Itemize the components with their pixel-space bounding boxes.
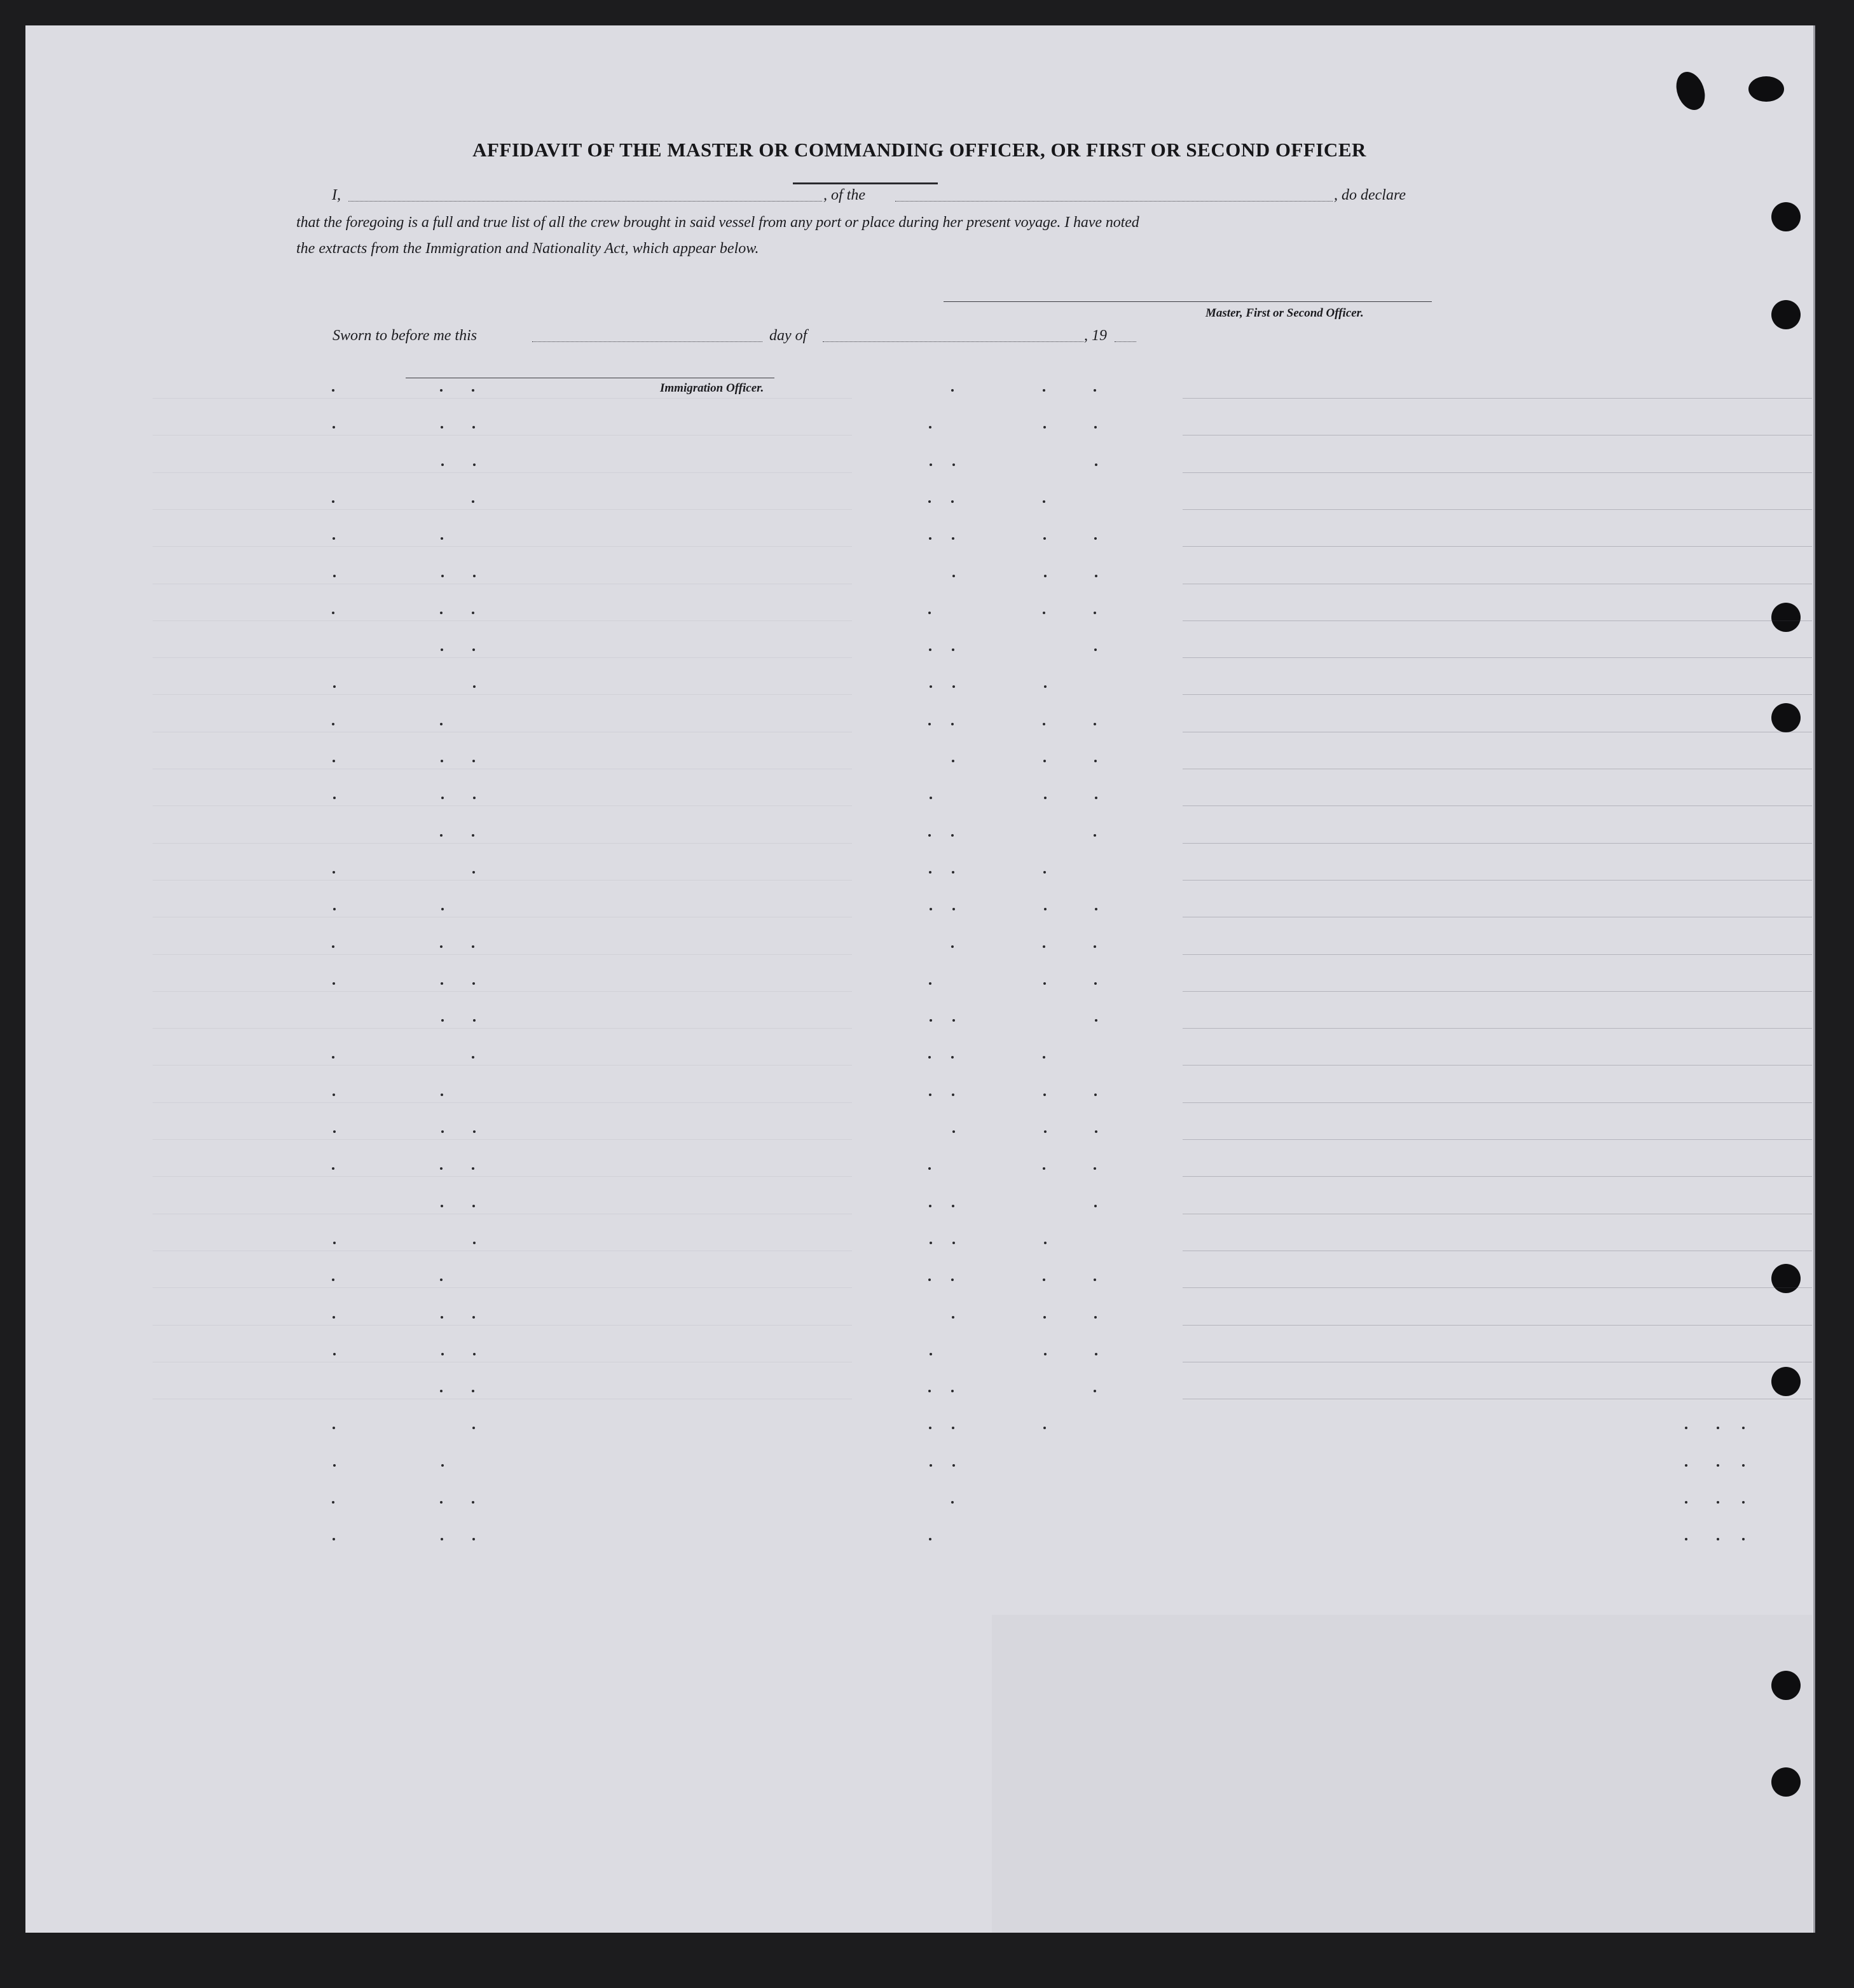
- leader-dot: [1043, 1427, 1046, 1429]
- declaration-line-2: that the foregoing is a full and true list of all the crew brought in said vessel from any port or place during her present voyage. I have noted: [296, 214, 1139, 231]
- leader-dot: [930, 908, 932, 910]
- leader-dot: [472, 982, 475, 985]
- leader-dot: [333, 1353, 336, 1355]
- leader-dot: [333, 1316, 335, 1319]
- leader-dot: [472, 1167, 474, 1170]
- punch-hole: [1771, 1767, 1801, 1797]
- leader-dot: [1044, 1353, 1047, 1355]
- sworn-month-blank: [823, 341, 1083, 342]
- leader-dot: [441, 797, 444, 799]
- leader-dot: [441, 908, 444, 910]
- leader-dot: [1044, 797, 1047, 799]
- sworn-day-of: day of: [769, 327, 807, 344]
- leader-dot: [952, 1242, 955, 1244]
- leader-dot: [333, 685, 336, 688]
- punch-hole: [1672, 68, 1710, 114]
- leader-dot: [472, 1316, 475, 1319]
- leader-dot: [951, 945, 954, 948]
- leader-dot: [1717, 1464, 1719, 1467]
- ghost-rule: [153, 991, 852, 992]
- ghost-rule: [1183, 657, 1812, 658]
- punch-hole: [1771, 300, 1801, 329]
- leader-dot: [929, 1093, 931, 1096]
- master-signature-caption: Master, First or Second Officer.: [1205, 306, 1364, 320]
- leader-dot: [440, 945, 443, 948]
- leader-dot: [1094, 426, 1097, 428]
- leader-dot: [441, 1464, 444, 1467]
- ghost-rule: [1183, 1325, 1812, 1326]
- ghost-rule: [153, 472, 852, 473]
- leader-dot: [951, 834, 954, 837]
- leader-dot: [1043, 760, 1046, 762]
- vessel-blank: [895, 201, 1333, 202]
- ghost-rule: [153, 546, 852, 547]
- leader-dot: [332, 1278, 334, 1281]
- ghost-rule: [1183, 509, 1812, 510]
- leader-dot: [1043, 982, 1046, 985]
- leader-dot: [1094, 982, 1097, 985]
- leader-dot: [1094, 648, 1097, 651]
- punch-hole: [1771, 202, 1801, 231]
- leader-dot: [440, 389, 443, 392]
- leader-dot: [928, 1390, 931, 1392]
- ghost-rule: [1183, 1287, 1812, 1288]
- leader-dot: [440, 1390, 443, 1392]
- leader-dot: [1044, 1242, 1047, 1244]
- leader-dot: [1094, 612, 1096, 614]
- declaration-do-declare: , do declare: [1334, 187, 1406, 203]
- leader-dot: [473, 797, 476, 799]
- leader-dot: [472, 760, 475, 762]
- leader-dot: [472, 389, 474, 392]
- leader-dot: [473, 1353, 476, 1355]
- leader-dot: [1043, 1167, 1045, 1170]
- punch-hole: [1771, 703, 1801, 732]
- leader-dot: [1094, 1205, 1097, 1207]
- leader-dot: [333, 1538, 335, 1540]
- ghost-rule: [153, 954, 852, 955]
- punch-hole: [1771, 1671, 1801, 1700]
- leader-dot: [1043, 1093, 1046, 1096]
- ghost-rule: [153, 1176, 852, 1177]
- leader-dot: [1044, 685, 1047, 688]
- leader-dot: [332, 500, 334, 503]
- leader-dot: [1095, 1019, 1097, 1022]
- leader-dot: [952, 760, 954, 762]
- leader-dot: [1043, 1278, 1045, 1281]
- leader-dot: [929, 1205, 931, 1207]
- leader-dot: [1094, 760, 1097, 762]
- sworn-day-blank: [532, 341, 762, 342]
- ghost-rule: [153, 1139, 852, 1140]
- leader-dot: [952, 908, 955, 910]
- leader-dot: [472, 1501, 474, 1504]
- leader-dot: [951, 389, 954, 392]
- leader-dot: [441, 1538, 443, 1540]
- ghost-rule: [153, 657, 852, 658]
- document-page: [25, 25, 1815, 1933]
- leader-dot: [1717, 1501, 1719, 1504]
- leader-dot: [441, 1019, 444, 1022]
- ghost-rule: [153, 1287, 852, 1288]
- leader-dot: [1717, 1427, 1719, 1429]
- ghost-rule: [153, 1065, 852, 1066]
- declaration-of-the: , of the: [823, 187, 865, 203]
- leader-dot: [333, 908, 336, 910]
- affidavit-title: AFFIDAVIT OF THE MASTER OR COMMANDING OFFICER, OR FIRST OR SECOND OFFICER: [472, 139, 1366, 161]
- leader-dot: [951, 723, 954, 725]
- leader-dot: [1742, 1501, 1745, 1504]
- faded-area: [992, 1615, 1812, 1933]
- leader-dot: [952, 1427, 954, 1429]
- leader-dot: [441, 463, 444, 466]
- leader-dot: [1043, 871, 1046, 874]
- leader-dot: [951, 1390, 954, 1392]
- leader-dot: [333, 1242, 336, 1244]
- declaration-line-3: the extracts from the Immigration and Nationality Act, which appear below.: [296, 240, 759, 257]
- ghost-rule: [1183, 954, 1812, 955]
- leader-dot: [930, 797, 932, 799]
- sworn-text: Sworn to before me this: [333, 327, 477, 344]
- leader-dot: [952, 1464, 955, 1467]
- leader-dot: [472, 648, 475, 651]
- ghost-rule: [1183, 1102, 1812, 1103]
- leader-dot: [1094, 1093, 1097, 1096]
- leader-dot: [928, 834, 931, 837]
- leader-dot: [441, 1205, 443, 1207]
- leader-dot: [441, 575, 444, 577]
- leader-dot: [440, 723, 443, 725]
- leader-dot: [929, 1427, 931, 1429]
- leader-dot: [440, 1167, 443, 1170]
- ghost-rule: [153, 1325, 852, 1326]
- leader-dot: [1043, 945, 1045, 948]
- leader-dot: [929, 982, 931, 985]
- leader-dot: [1094, 945, 1096, 948]
- ghost-rule: [153, 398, 852, 399]
- leader-dot: [928, 1278, 931, 1281]
- leader-dot: [1094, 537, 1097, 540]
- leader-dot: [1094, 723, 1096, 725]
- leader-dot: [952, 463, 955, 466]
- ghost-rule: [153, 694, 852, 695]
- sworn-year-blank: [1115, 341, 1136, 342]
- leader-dot: [1685, 1538, 1687, 1540]
- leader-dot: [952, 685, 955, 688]
- leader-dot: [472, 500, 474, 503]
- leader-dot: [1044, 575, 1047, 577]
- leader-dot: [1044, 1130, 1047, 1133]
- leader-dot: [1044, 908, 1047, 910]
- ghost-rule: [1183, 1176, 1812, 1177]
- leader-dot: [472, 612, 474, 614]
- leader-dot: [441, 1093, 443, 1096]
- leader-dot: [440, 612, 443, 614]
- leader-dot: [332, 945, 334, 948]
- leader-dot: [1043, 389, 1045, 392]
- leader-dot: [473, 1242, 476, 1244]
- leader-dot: [952, 1316, 954, 1319]
- leader-dot: [333, 760, 335, 762]
- leader-dot: [1095, 908, 1097, 910]
- leader-dot: [472, 945, 474, 948]
- leader-dot: [332, 1167, 334, 1170]
- leader-dot: [1043, 426, 1046, 428]
- leader-dot: [929, 426, 931, 428]
- ghost-rule: [1183, 472, 1812, 473]
- ghost-rule: [153, 880, 852, 881]
- leader-dot: [333, 1464, 336, 1467]
- ghost-rule: [153, 1028, 852, 1029]
- leader-dot: [1094, 1390, 1096, 1392]
- declaration-i: I,: [332, 187, 341, 203]
- ghost-rule: [153, 1102, 852, 1103]
- punch-hole: [1771, 603, 1801, 632]
- title-underline: [793, 182, 938, 184]
- leader-dot: [333, 1427, 335, 1429]
- ghost-rule: [1183, 620, 1812, 621]
- leader-dot: [472, 426, 475, 428]
- leader-dot: [441, 537, 443, 540]
- leader-dot: [1043, 612, 1045, 614]
- leader-dot: [1717, 1538, 1719, 1540]
- leader-dot: [473, 685, 476, 688]
- leader-dot: [441, 1316, 443, 1319]
- leader-dot: [951, 500, 954, 503]
- name-blank: [348, 201, 822, 202]
- leader-dot: [930, 1242, 932, 1244]
- leader-dot: [472, 1390, 474, 1392]
- leader-dot: [952, 1205, 954, 1207]
- leader-dot: [332, 1501, 334, 1504]
- leader-dot: [1685, 1427, 1687, 1429]
- ghost-rule: [1183, 805, 1812, 806]
- leader-dot: [333, 575, 336, 577]
- leader-dot: [440, 834, 443, 837]
- leader-dot: [1685, 1501, 1687, 1504]
- leader-dot: [1095, 797, 1097, 799]
- leader-dot: [473, 463, 476, 466]
- leader-dot: [333, 537, 335, 540]
- leader-dot: [333, 1093, 335, 1096]
- leader-dot: [473, 1019, 476, 1022]
- leader-dot: [928, 723, 931, 725]
- leader-dot: [930, 463, 932, 466]
- leader-dot: [333, 426, 335, 428]
- leader-dot: [1043, 1316, 1046, 1319]
- leader-dot: [1094, 834, 1096, 837]
- leader-dot: [441, 1353, 444, 1355]
- ghost-rule: [1183, 546, 1812, 547]
- leader-dot: [1742, 1464, 1745, 1467]
- leader-dot: [1043, 1056, 1045, 1059]
- leader-dot: [1094, 389, 1096, 392]
- leader-dot: [1095, 1130, 1097, 1133]
- leader-dot: [440, 1501, 443, 1504]
- leader-dot: [930, 1019, 932, 1022]
- immigration-officer-caption: Immigration Officer.: [660, 381, 764, 395]
- leader-dot: [952, 871, 954, 874]
- ghost-rule: [153, 509, 852, 510]
- leader-dot: [441, 982, 443, 985]
- leader-dot: [951, 1501, 954, 1504]
- ghost-rule: [153, 805, 852, 806]
- punch-hole: [1748, 76, 1784, 102]
- ghost-rule: [1183, 398, 1812, 399]
- leader-dot: [441, 760, 443, 762]
- leader-dot: [1095, 463, 1097, 466]
- leader-dot: [332, 389, 334, 392]
- leader-dot: [952, 537, 954, 540]
- leader-dot: [951, 1056, 954, 1059]
- leader-dot: [929, 648, 931, 651]
- ghost-rule: [153, 843, 852, 844]
- leader-dot: [1742, 1538, 1745, 1540]
- leader-dot: [952, 648, 954, 651]
- leader-dot: [441, 1130, 444, 1133]
- leader-dot: [332, 1056, 334, 1059]
- leader-dot: [930, 685, 932, 688]
- leader-dot: [1094, 1316, 1097, 1319]
- leader-dot: [472, 1056, 474, 1059]
- leader-dot: [952, 1019, 955, 1022]
- leader-dot: [1095, 575, 1097, 577]
- leader-dot: [472, 834, 474, 837]
- leader-dot: [928, 1056, 931, 1059]
- leader-dot: [928, 500, 931, 503]
- leader-dot: [928, 612, 931, 614]
- leader-dot: [473, 1130, 476, 1133]
- leader-dot: [952, 1130, 955, 1133]
- leader-dot: [952, 575, 955, 577]
- ghost-rule: [1183, 880, 1812, 881]
- leader-dot: [473, 575, 476, 577]
- ghost-rule: [1183, 694, 1812, 695]
- leader-dot: [1742, 1427, 1745, 1429]
- leader-dot: [928, 1167, 931, 1170]
- leader-dot: [440, 1278, 443, 1281]
- leader-dot: [929, 1538, 931, 1540]
- leader-dot: [333, 871, 335, 874]
- master-signature-line: [944, 301, 1432, 302]
- ghost-rule: [153, 620, 852, 621]
- leader-dot: [930, 1353, 932, 1355]
- leader-dot: [333, 1130, 336, 1133]
- leader-dot: [1043, 500, 1045, 503]
- leader-dot: [441, 648, 443, 651]
- leader-dot: [333, 797, 336, 799]
- leader-dot: [1094, 1167, 1096, 1170]
- leader-dot: [472, 1427, 475, 1429]
- leader-dot: [472, 1205, 475, 1207]
- leader-dot: [332, 723, 334, 725]
- leader-dot: [929, 537, 931, 540]
- ghost-rule: [1183, 1065, 1812, 1066]
- leader-dot: [1043, 537, 1046, 540]
- punch-hole: [1771, 1367, 1801, 1396]
- leader-dot: [930, 1464, 932, 1467]
- sworn-year-prefix: , 19: [1084, 327, 1107, 344]
- ghost-rule: [1183, 843, 1812, 844]
- ghost-rule: [1183, 1028, 1812, 1029]
- leader-dot: [1043, 723, 1045, 725]
- leader-dot: [332, 612, 334, 614]
- ghost-rule: [1183, 991, 1812, 992]
- leader-dot: [472, 1538, 475, 1540]
- leader-dot: [952, 1093, 954, 1096]
- leader-dot: [1685, 1464, 1687, 1467]
- leader-dot: [1094, 1278, 1096, 1281]
- leader-dot: [472, 871, 475, 874]
- leader-dot: [1095, 1353, 1097, 1355]
- ghost-rule: [1183, 1139, 1812, 1140]
- leader-dot: [951, 1278, 954, 1281]
- leader-dot: [333, 982, 335, 985]
- leader-dot: [441, 426, 443, 428]
- leader-dot: [929, 871, 931, 874]
- punch-hole: [1771, 1264, 1801, 1293]
